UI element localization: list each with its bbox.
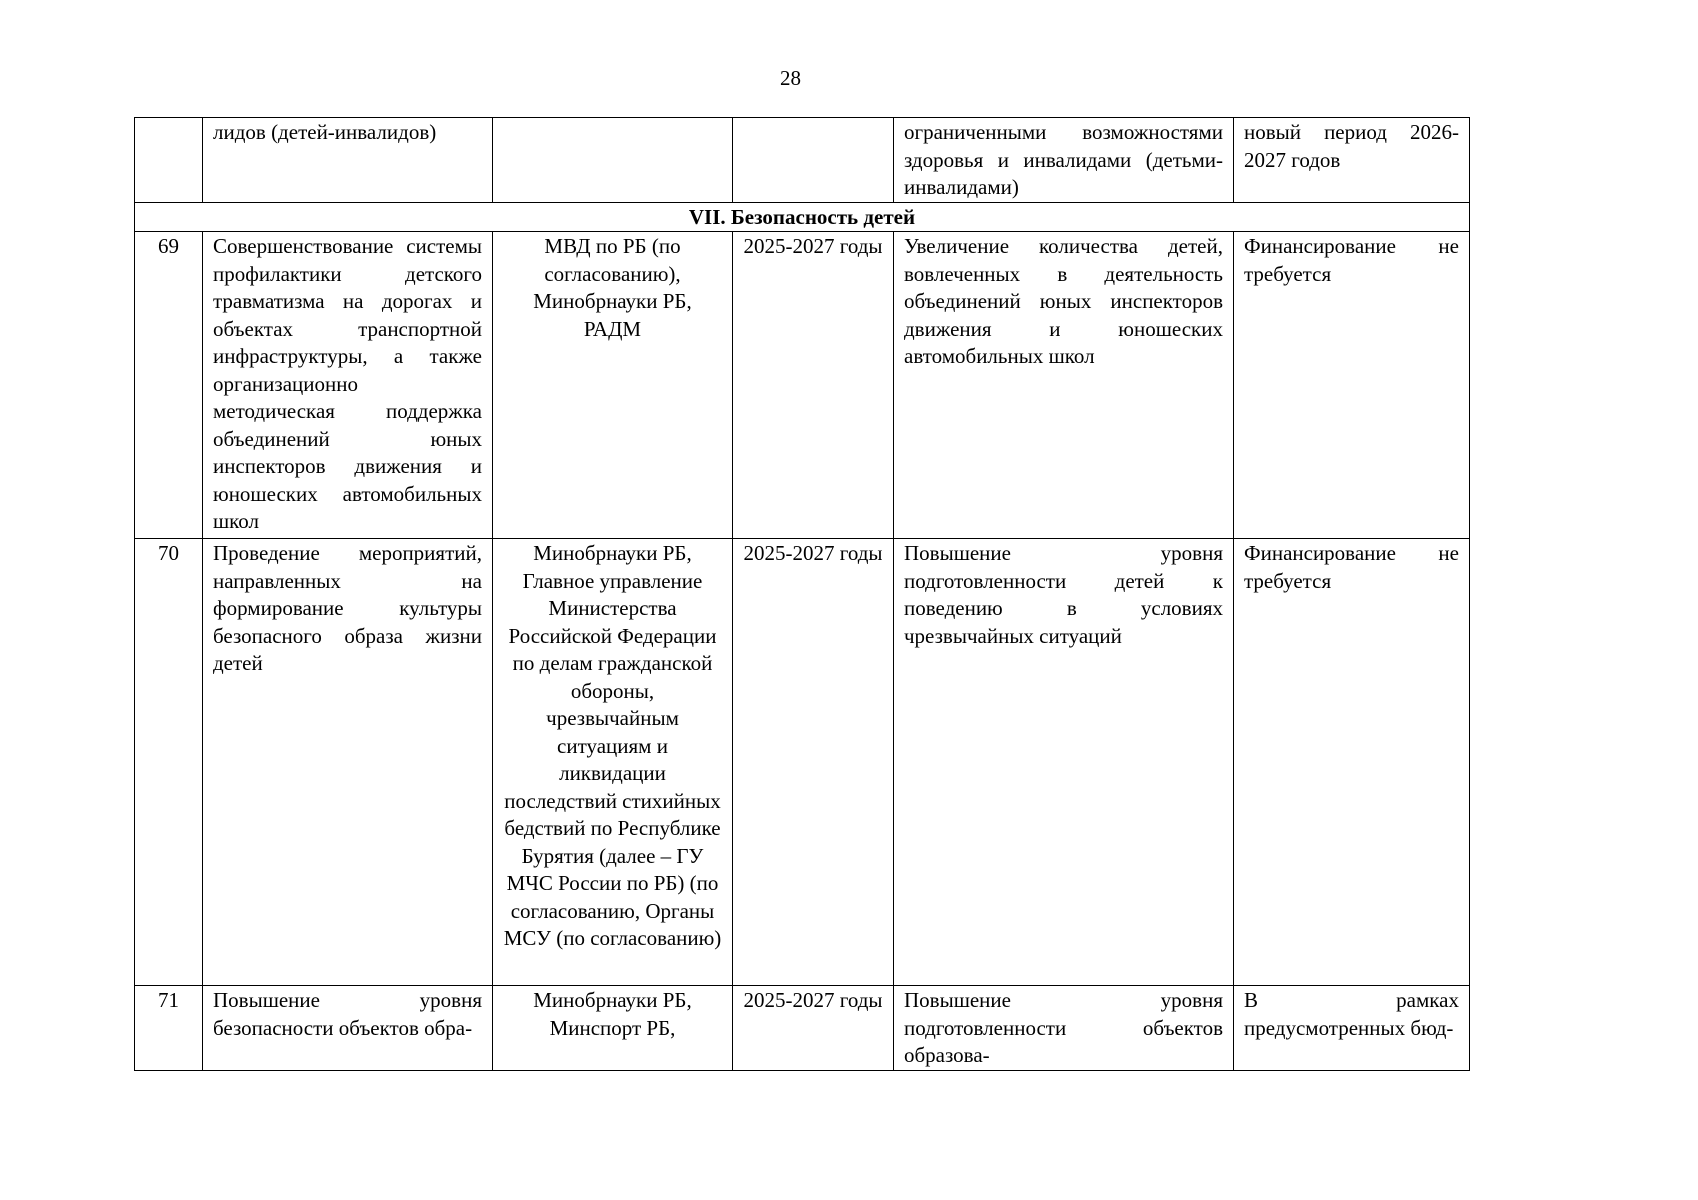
table-row-continuation bbox=[135, 118, 1470, 203]
table-row bbox=[135, 539, 1470, 986]
cell-financing: Финансирование не требуется bbox=[1234, 539, 1470, 986]
cell-period: 2025-2027 годы bbox=[733, 232, 894, 539]
cell-num: 71 bbox=[135, 986, 203, 1071]
page-number: 28 bbox=[780, 66, 801, 90]
cell-name: Повышение уровня безопасности объектов обра- bbox=[203, 986, 493, 1071]
cell-name: Совершенствование системы профилактики детского травматизма на дорогах и объектах транспортной инфраструктуры, а также организационно методическая поддержка объединений юных инспекторов движения и юношеских автомобильных школ bbox=[203, 232, 493, 539]
cell-num: 69 bbox=[135, 232, 203, 539]
table-row bbox=[135, 986, 1470, 1071]
section-title: VII. Безопасность детей bbox=[135, 202, 1470, 232]
section-row bbox=[135, 202, 1470, 232]
cell-name: лидов (детей-инвалидов) bbox=[203, 118, 493, 203]
cell-executor: МВД по РБ (по согласованию), Минобрнауки РБ, РАДМ bbox=[493, 232, 733, 539]
cell-result: ограниченными возможностями здоровья и инвалидами (детьми-инвалидами) bbox=[894, 118, 1234, 203]
cell-num: 70 bbox=[135, 539, 203, 986]
cell-financing: В рамках предусмотренных бюд- bbox=[1234, 986, 1470, 1071]
cell-financing: Финансирование не требуется bbox=[1234, 232, 1470, 539]
cell-result: Повышение уровня подготовленности детей к поведению в условиях чрезвычайных ситуаций bbox=[894, 539, 1234, 986]
cell-period bbox=[733, 118, 894, 203]
cell-executor: Минобрнауки РБ, Минспорт РБ, bbox=[493, 986, 733, 1071]
measures-table bbox=[134, 117, 1470, 1071]
cell-name: Проведение мероприятий, направленных на формирование культуры безопасного образа жизни детей bbox=[203, 539, 493, 986]
cell-period: 2025-2027 годы bbox=[733, 986, 894, 1071]
cell-financing: новый период 2026-2027 годов bbox=[1234, 118, 1470, 203]
cell-result: Увеличение количества детей, вовлеченных в деятельность объединений юных инспекторов движения и юношеских автомобильных школ bbox=[894, 232, 1234, 539]
cell-executor bbox=[493, 118, 733, 203]
cell-period: 2025-2027 годы bbox=[733, 539, 894, 986]
cell-executor: Минобрнауки РБ, Главное управление Министерства Российской Федерации по делам гражданской обороны, чрезвычайным ситуациям и ликвидации последствий стихийных бедствий по Республике Бурятия (далее – ГУ МЧС России по РБ) (по согласованию, Органы МСУ (по согласованию) bbox=[493, 539, 733, 986]
table-row bbox=[135, 232, 1470, 539]
cell-result: Повышение уровня подготовленности объектов образова- bbox=[894, 986, 1234, 1071]
cell-num bbox=[135, 118, 203, 203]
